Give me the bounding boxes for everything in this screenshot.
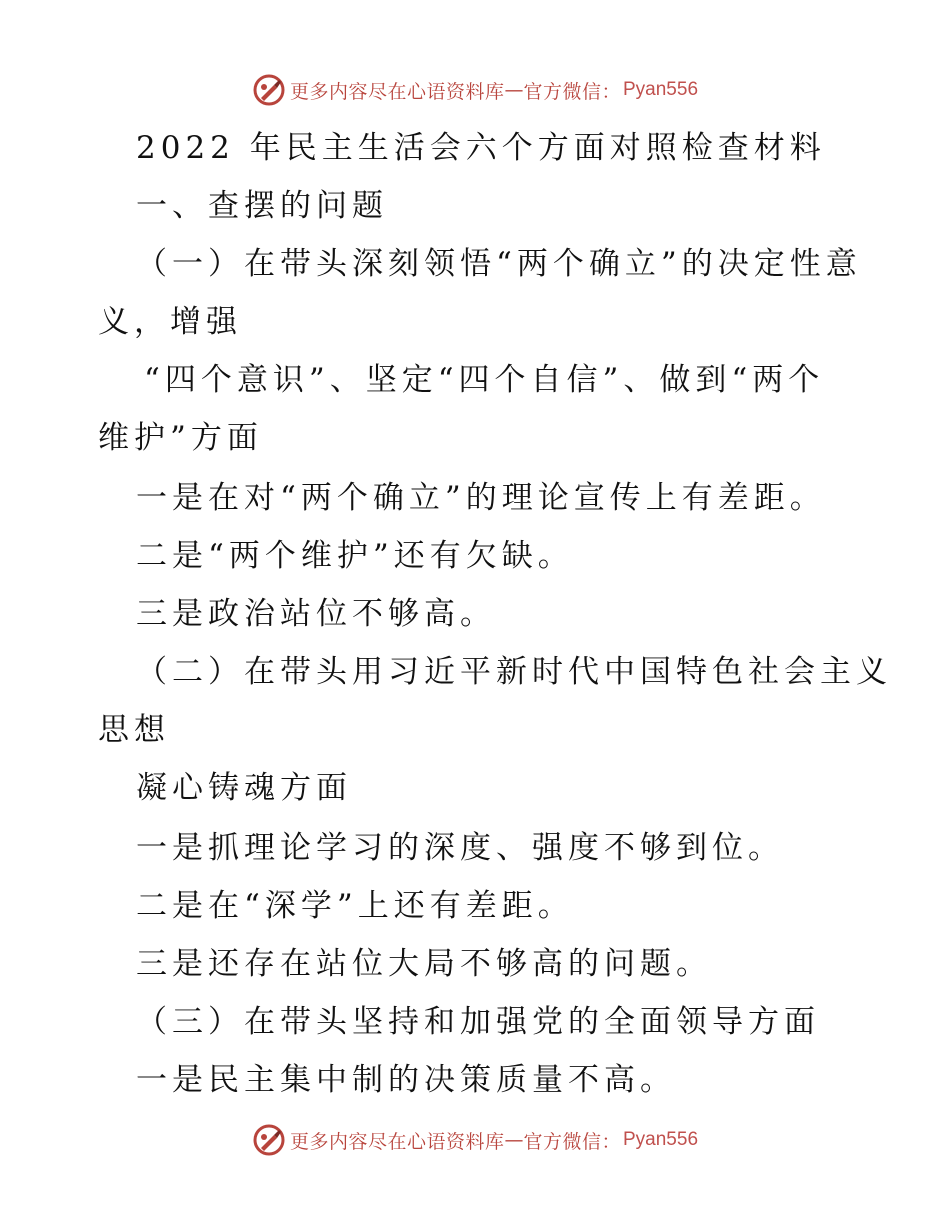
watermark-brand: Pyan556 (623, 79, 699, 100)
list-item: 一是抓理论学习的深度、强度不够到位。 (136, 830, 784, 866)
paragraph-line: 凝心铸魂方面 (136, 770, 352, 806)
circle-pen-logo-icon (252, 73, 286, 107)
watermark-text: 更多内容尽在心语资料库 (289, 80, 505, 103)
subsection-heading-cont: 思想 (98, 712, 170, 748)
subsection-heading-cont: 义，增强 (98, 304, 242, 340)
subsection-heading: （三）在带头坚持和加强党的全面领导方面 (136, 1004, 820, 1040)
list-item: 三是还存在站位大局不够高的问题。 (136, 946, 712, 982)
circle-pen-logo-icon (252, 1123, 286, 1157)
section-heading: 一、查摆的问题 (136, 188, 388, 224)
paragraph-line: “四个意识”、坚定“四个自信”、做到“两个 (144, 362, 825, 398)
list-item: 一是民主集中制的决策质量不高。 (136, 1062, 676, 1098)
watermark-official: 官方微信： (523, 1130, 621, 1153)
document-title: 2022 年民主生活会六个方面对照检查材料 (136, 130, 826, 166)
subsection-heading: （一）在带头深刻领悟“两个确立”的决定性意 (136, 246, 862, 282)
paragraph-line: 维护”方面 (98, 420, 263, 456)
watermark-text: 更多内容尽在心语资料库 (289, 1130, 505, 1153)
watermark-dash: — (504, 79, 524, 101)
header-watermark (0, 70, 950, 110)
list-item: 二是在“深学”上还有差距。 (136, 888, 574, 924)
list-item: 三是政治站位不够高。 (136, 596, 496, 632)
footer-watermark (0, 1120, 950, 1160)
list-item: 二是“两个维护”还有欠缺。 (136, 538, 574, 574)
subsection-heading: （二）在带头用习近平新时代中国特色社会主义 (136, 654, 892, 690)
watermark-brand: Pyan556 (623, 1129, 699, 1150)
watermark-official: 官方微信： (523, 80, 621, 103)
list-item: 一是在对“两个确立”的理论宣传上有差距。 (136, 480, 826, 516)
watermark-dash: — (504, 1129, 524, 1151)
